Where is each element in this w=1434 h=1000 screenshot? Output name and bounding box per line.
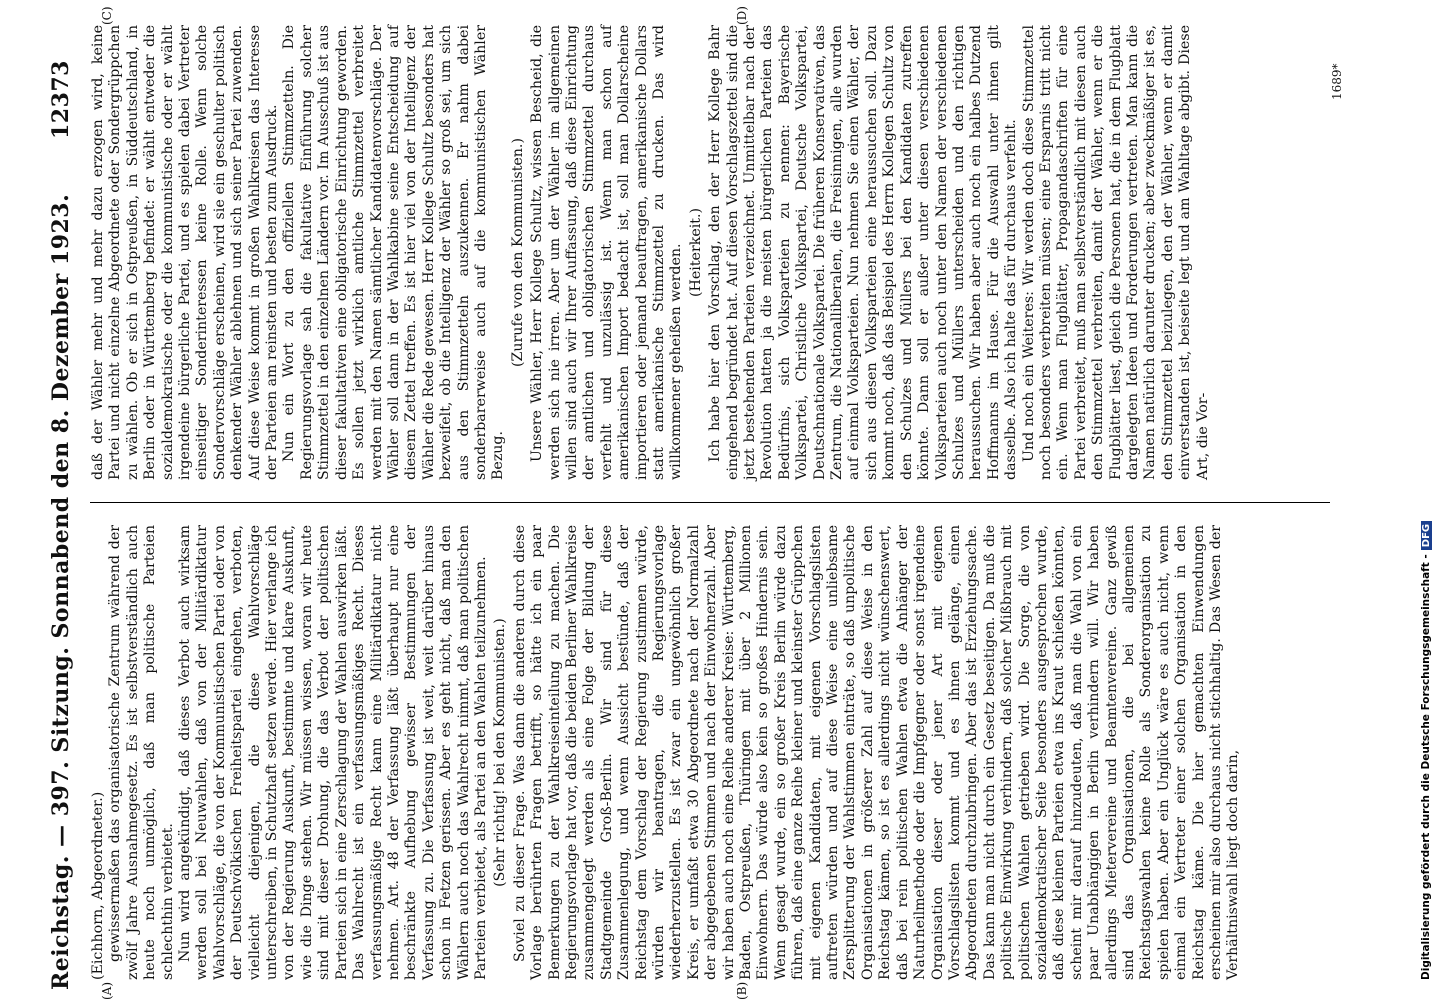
page-header <box>40 60 84 990</box>
left-text-column <box>90 525 1243 980</box>
margin-mark-b: (B) <box>735 981 749 1000</box>
interjection: (Zurufe von den Kommunisten.) <box>509 138 526 367</box>
interjection: (Heiterkeit.) <box>687 208 704 297</box>
paragraph: Nun wird angekündigt, daß dieses Verbot auch wirksam werden soll bei Neuwahlen, daß von der Militärdiktatur Wahlvorschläge, die von der Kommunistischen Partei oder von der Deutschvölkischen Freiheitspartei eingehen, verboten, vielleicht diejenigen, die diese Wahlvorschläge unterschreiben, in Schutzhaft setzen werde. Hier verlange ich von der Regierung Auskunft, bestimmte und klare Auskunft, wie die Dinge stehen. Wir müssen wissen, woran wir heute sind mit dieser Drohung, die das Verbot der politischen Parteien sich in eine Zerschlagung der Wahlen auswirken läßt. Das Wahlrecht ist ein verfassungsmäßiges Recht. Dieses verfassungsmäßige Recht kann eine Militärdiktatur nicht nehmen. Art. 48 der Verfassung läßt überhaupt nur eine beschränkte Aufhebung gewisser Bestimmungen der Verfassung zu. Die Verfassung ist weit, weit darüber hinaus schon in Fetzen gerissen. Aber es geht nicht, daß man den Wählern auch noch das Wahlrecht nimmt, daß man politischen Parteien verbietet, als Partei an den Wahlen teilzunehmen. <box>177 525 489 980</box>
column-divider <box>90 502 1330 503</box>
paragraph: Nun ein Wort zu den offiziellen Stimmzetteln. Die Regierungsvorlage sah die fakultative Einführung solcher Stimmzettel in den einzelnen Ländern vor. Im Ausschuß ist aus dieser fakultativen eine obligatorische Einrichtung geworden. Es sollen jetzt wirklich amtliche Stimmzettel verbreitet werden mit den Namen sämtlicher Kandidatenvorschläge. Der Wähler soll dann in der Wahlkabine seine Entscheidung auf diesem Zettel treffen. Es ist hier viel von der Intelligenz der Wähler die Rede gewesen. Herr Kollege Schultz besonders hat bezweifelt, ob die Intelligenz der Wähler so groß sei, um sich aus den Stimmzetteln auszukennen. Er nahm dabei sonderbarerweise auch auf die kommunistischen Wähler Bezug. <box>281 25 507 480</box>
digitization-credit-text: Digitalisierung gefördert durch die Deutsche Forschungsgemeinschaft - <box>1420 554 1432 980</box>
footnote-mark: 1689* <box>1330 63 1344 100</box>
paragraph: Soviel zu dieser Frage. Was dann die anderen durch diese Vorlage berührten Fragen betrifft, so hätte ich ein paar Bemerkungen zu der Wahlkreiseinteilung zu machen. Die Regierungsvorlage hat vor, daß die beiden Berliner Wahlkreise zusammengelegt werden als eine Folge der Bildung der Stadtgemeinde Groß-Berlin. Wir sind für diese Zusammenlegung, und wenn Aussicht bestünde, daß der Reichstag dem Vorschlag der Regierung zustimmen würde, würden wir beantragen, die Regierungsvorlage wiederherzustellen. Es ist zwar ein ungewöhnlich großer Kreis, er umfaßt etwa 30 Abgeordnete nach der Normalzahl der abgegebenen Stimmen und nach der Einwohnerzahl. Aber wir haben auch noch eine Reihe anderer Kreise: Württemberg, Baden, Ostpreußen, Thüringen mit über 2 Millionen Einwohnern. Das würde also kein so großes Hindernis sein. Wenn gesagt wurde, ein so großer Kreis Berlin würde dazu führen, daß eine ganze Reihe kleiner und kleinster Grüppchen mit eigenen Kandidaten, mit eigenen Vorschlagslisten auftreten würden und auf diese Weise eine unliebsame Zersplitterung der Wahlstimmen einträte, so daß unpolitische Organisationen in größerer Zahl auf diese Weise in den Reichstag kämen, so ist es allerdings nicht wünschenswert, daß bei rein politischen Wahlen etwa die Anhänger der Naturheilmethode oder die Impfgegner oder sonst irgendeine Organisation dieser oder jener Art mit eigenen Vorschlagslisten kommt und es ihnen gelänge, einen Abgeordneten durchzubringen. Aber das ist Erziehungssache. Das kann man nicht durch ein Gesetz beseitigen. Da muß die politische Einwirkung verhindern, daß solcher Mißbrauch mit politischen Wahlen getrieben wird. Die Sorge, die von sozialdemokratischer Seite besonders ausgesprochen wurde, daß diese kleinen Parteien etwa ins Kraut schießen könnten, scheint mir darauf hinzudeuten, daß man die Wahl von ein paar Unabhängigen in Berlin verhindern will. Wir haben allerdings Mietervereine und Beamtenvereine. Ganz gewiß sind das Organisationen, die bei allgemeinen Reichstagswahlen keine Rolle als Sonderorganisation zu spielen haben. Aber ein Unglück wäre es auch nicht, wenn einmal ein Vertreter einer solchen Organisation in den Reichstag käme. Die hier gemachten Einwendungen erscheinen mir also durchaus nicht stichhaltig. Das Wesen der Verhältniswahl liegt doch darin, <box>511 525 1242 980</box>
paragraph: Unsere Wähler, Herr Kollege Schultz, wissen Bescheid, die werden sich nie irren. Aber um der Wähler im allgemeinen willen sind auch wir Ihrer Auffassung, daß diese Einrichtung der amtlichen und obligatorischen Stimmzettel durchaus verfehlt und unzulässig ist. Wenn man schon auf amerikanischen Import bedacht ist, soll man Dollarscheine importieren oder jemand beauftragen, amerikanische Dollars statt amerikanische Stimmzettel zu drucken. Das wird willkommener geheißen werden. <box>529 25 685 480</box>
right-text-column <box>90 25 1212 480</box>
speaker-line: (Eichhorn, Abgeordneter.) <box>90 791 106 980</box>
page-number: 12373 <box>48 60 74 140</box>
header-title: Reichstag. — 397. Sitzung. Sonnabend den 8. Dezember 1923. <box>48 193 74 990</box>
digitization-credit <box>1420 521 1432 980</box>
paragraph: gewissermaßen das organisatorische Zentrum während der zwölf Jahre Ausnahmegesetz. Es ist selbstverständlich auch heute noch unmöglich, daß man politische Parteien schlechthin verbietet. <box>107 525 176 980</box>
interjection: (Sehr richtig! bei den Kommunisten.) <box>492 618 509 887</box>
margin-mark-c: (C) <box>100 6 114 25</box>
paragraph: daß der Wähler mehr und mehr dazu erzogen wird, keine Partei und nicht einzelne Abgeordnete oder Sondergrüppchen zu wählen. Ob er sich in Ostpreußen, in Süddeutschland, in Berlin oder in Württemberg befindet: er wählt entweder die sozialdemokratische oder die kommunistische oder er wählt irgendeine bürgerliche Partei, und es spielen dabei Vertreter einseitiger Sonderinteressen keine Rolle. Wenn solche Sondervorschläge erscheinen, wird sie ein geschulter politisch denkender Wähler ablehnen und sich seiner Partei zuwenden. Auf diese Weise kommt in großen Wahlkreisen das Interesse der Parteien am reinsten und besten zum Ausdruck. <box>90 25 281 480</box>
margin-mark-d: (D) <box>735 6 749 25</box>
paragraph: Ich habe hier den Vorschlag, den der Herr Kollege Bahr eingehend begründet hat. Auf diesen Vorschlagszettel sind die jetzt bestehenden Parteien verzeichnet. Unmittelbar nach der Revolution hatten ja die meisten bürgerlichen Parteien das Bedürfnis, sich Volksparteien zu nennen: Bayerische Volkspartei, Christliche Volkspartei, Deutsche Volkspartei, Deutschnationale Volkspartei. Die früheren Konservativen, das Zentrum, die Nationalliberalen, die Freisinnigen, alle wurden auf einmal Volksparteien. Nun nehmen Sie einen Wähler, der sich aus diesen Volksparteien eine heraussuchen soll. Dazu kommt noch, daß das Beispiel des Herrn Kollegen Schultz von den Schulzes und Müllers bei den Kandidaten zutreffen könnte. Dann soll er außer unter diesen verschiedenen Volksparteien auch noch unter den Namen der verschiedenen Schulzes und Müllers unterscheiden und den richtigen heraussuchen. Wir haben aber auch noch ein halbes Dutzend Hoffmanns im Hause. Für die Auswahl unter ihnen gilt dasselbe. Also ich halte das für durchaus verfehlt. <box>707 25 1020 480</box>
paragraph: Und noch ein Weiteres: Wir werden doch diese Stimmzettel noch besonders verbreiten müssen; eine Ersparnis tritt nicht ein. Wenn man Flugblätter, Propagandaschriften für eine Partei verbreitet, muß man selbstverständlich mit diesen auch den Stimmzettel verbreiten, damit der Wähler, wenn er die Flugblätter liest, gleich die Personen hat, die in dem Flugblatt dargelegten Ideen und Forderungen vertreten. Man kann die Namen natürlich darunter drucken; aber zweckmäßiger ist es, den Stimmzettel beizulegen, den der Wähler, wenn er damit einverstanden ist, beiseite legt und am Wahltage abgibt. Diese Art, die Vor- <box>1020 25 1211 480</box>
dfg-logo: DFG <box>1421 521 1432 550</box>
margin-mark-a: (A) <box>100 981 114 1000</box>
